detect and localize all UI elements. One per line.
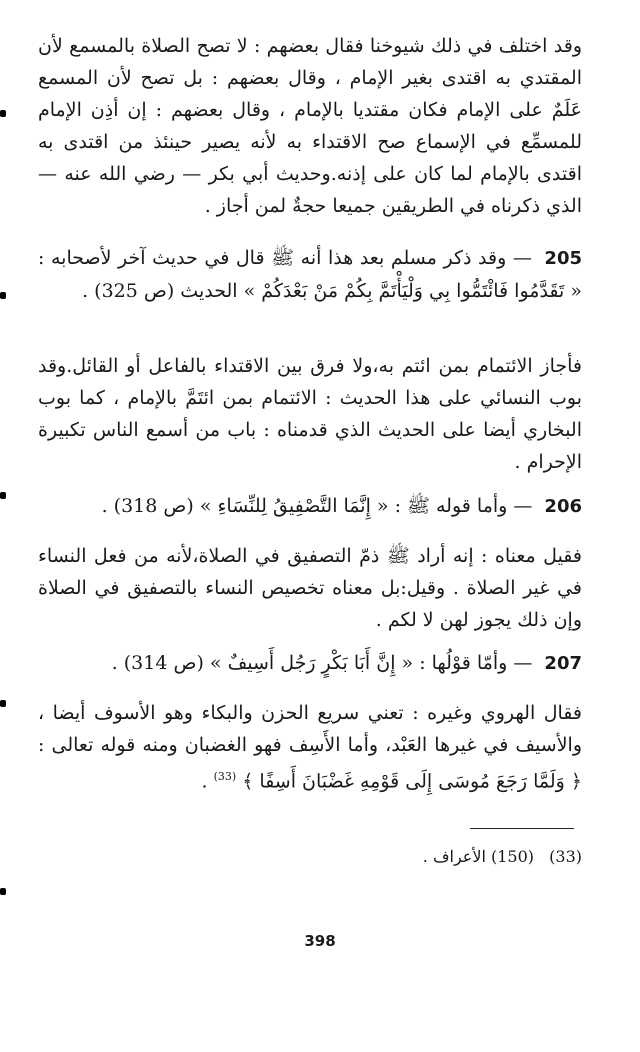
paragraph (38, 540, 582, 636)
paragraph-text: فقال الهروي وغيره : تعني سريع الحزن والبكاء وهو الأسوف أيضا ، والأسيف في غيرها العَبْد، وأما الأَسِف فهو الغضبان ومنه قوله تعالى : ﴿ وَلَمَّا رَجَعَ مُوسَى إِلَى قَوْمِهِ غَضْبَانَ أَسِفًا ﴾ (38, 702, 582, 793)
margin-mark (0, 110, 6, 117)
paragraph-text: فقيل معناه : إنه أراد ﷺ ذمّ التصفيق في الصلاة،لأنه من فعل النساء في غير الصلاة . وقيل:بل معناه تخصيص النساء بالتصفيق في الصلاة وإن ذلك يجوز لهن لا لكم . (38, 545, 582, 631)
entry-number: 205 (544, 248, 582, 269)
margin-mark (0, 292, 6, 299)
entry-205 (38, 242, 582, 307)
footnote-divider (470, 828, 574, 829)
paragraph (38, 30, 582, 222)
footnote-number: (33) (549, 847, 582, 866)
entry-text: — وأمّا قوْلُها : « إِنَّ أَبَا بَكْرٍ رَجُل أَسِيفٌ » (ص 314) . (111, 652, 533, 674)
margin-mark (0, 700, 6, 707)
paragraph-end: . (201, 770, 208, 793)
entry-text: — وأما قوله ﷺ : « إِنَّمَا التَّصْفِيقُ لِلنِّسَاءِ » (ص 318) . (101, 495, 533, 517)
margin-mark (0, 888, 6, 895)
page-number: 398 (304, 932, 336, 950)
paragraph-text: فأجاز الائتمام بمن ائتم به،ولا فرق بين الاقتداء بالفاعل أو القائل.وقد بوب النسائي على هذا الحديث : الائتمام بمن ائتَمَّ بالإمام ، كما بوب البخاري أيضا على الحديث الذي قدمناه : باب من أسمع الناس تكبيرة الإحرام . (38, 355, 582, 473)
footnote-text: (150) الأعراف . (422, 847, 535, 866)
entry-number: 206 (544, 496, 582, 517)
entry-207 (38, 647, 582, 680)
margin-mark (0, 492, 6, 499)
entry-text: — وقد ذكر مسلم بعد هذا أنه ﷺ قال في حديث آخر لأصحابه : « تَقَدَّمُوا فَائْتَمُّوا بِي وَلْيَأْتَمَّ بِكُمْ مَنْ بَعْدَكُمْ » الحديث (ص 325) . (38, 247, 582, 302)
paragraph (38, 697, 582, 797)
footnote-reference[interactable]: (33) (213, 770, 237, 783)
footnote (38, 842, 582, 872)
paragraph (38, 350, 582, 478)
paragraph-text: وقد اختلف في ذلك شيوخنا فقال بعضهم : لا تصح الصلاة بالمسمع لأن المقتدي به اقتدى بغير الإمام ، وقال بعضهم : بل تصح لأن المسمع عَلَمٌ على الإمام فكان مقتديا بالإمام ، وقال بعضهم : إن أذِن الإمام للمسمِّع في الإسماع صح الاقتداء به لأنه يصير حينئذ من اقتدى به اقتدى بالإمام لما كان على إذنه.وحديث أبي بكر — رضي الله عنه — الذي ذكرناه في الطريقين جميعا حجةٌ لمن أجاز . (38, 35, 582, 217)
entry-206 (38, 490, 582, 523)
entry-number: 207 (544, 653, 582, 674)
